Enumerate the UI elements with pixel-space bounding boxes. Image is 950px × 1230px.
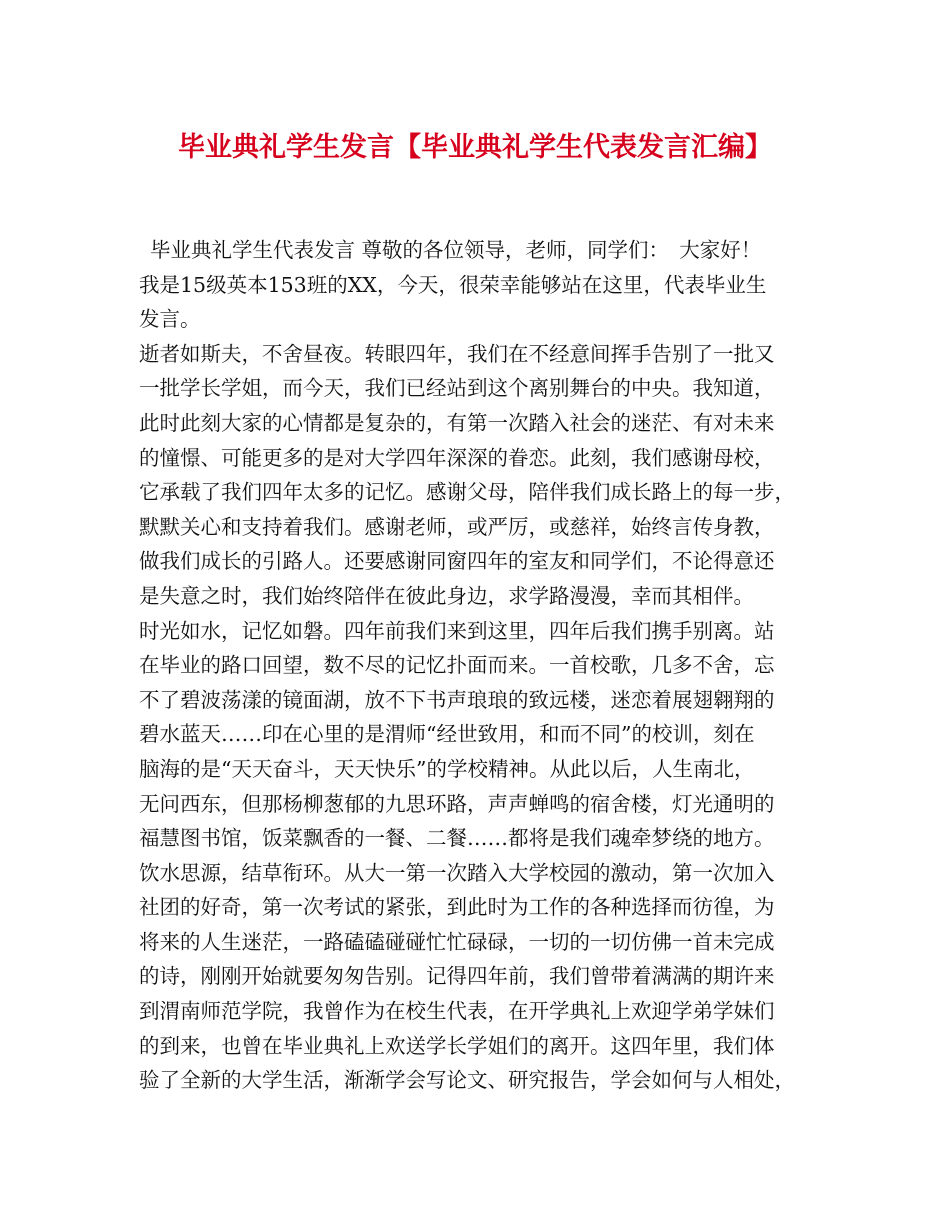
text-line: 在毕业的路口回望，数不尽的记忆扑面而来。一首校歌，几多不舍，忘: [139, 653, 775, 678]
text-line: 福慧图书馆，饭菜飘香的一餐、二餐……都将是我们魂牵梦绕的地方。: [139, 826, 775, 851]
text-line: 毕业典礼学生代表发言 尊敬的各位领导，老师，同学们： 大家好！: [150, 238, 762, 262]
text-line: 此时此刻大家的心情都是复杂的，有第一次踏入社会的迷茫、有对未来: [139, 410, 775, 435]
text-line: 的诗，刚刚开始就要匆匆告别。记得四年前，我们曾带着满满的期许来: [139, 964, 775, 989]
text-line: 的到来，也曾在毕业典礼上欢送学长学姐们的离开。这四年里，我们体: [139, 1033, 775, 1058]
text-line: 社团的好奇，第一次考试的紧张，到此时为工作的各种选择而彷徨，为: [139, 895, 775, 920]
text-line: 到渭南师范学院，我曾作为在校生代表，在开学典礼上欢迎学弟学妹们: [139, 999, 775, 1024]
text-line: 一批学长学姐，而今天，我们已经站到这个离别舞台的中央。我知道，: [139, 376, 775, 401]
text-line: 不了碧波荡漾的镜面湖，放不下书声琅琅的致远楼，迷恋着展翅翱翔的: [139, 687, 775, 712]
text-line: 饮水思源，结草衔环。从大一第一次踏入大学校园的激动，第一次加入: [139, 860, 775, 885]
document-title: 毕业典礼学生发言【毕业典礼学生代表发言汇编】: [178, 132, 772, 163]
text-line: 的憧憬、可能更多的是对大学四年深深的眷恋。此刻，我们感谢母校，: [139, 445, 775, 470]
text-line: 做我们成长的引路人。还要感谢同窗四年的室友和同学们，不论得意还: [139, 549, 775, 574]
text-line: 时光如水，记忆如磐。四年前我们来到这里，四年后我们携手别离。站: [139, 618, 775, 643]
document-body: [139, 233, 819, 1098]
text-line: 验了全新的大学生活，渐渐学会写论文、研究报告，学会如何与人相处，: [139, 1068, 795, 1093]
text-line: 碧水蓝天……印在心里的是渭师“经世致用，和而不同”的校训，刻在: [139, 722, 755, 747]
text-line: 无问西东，但那杨柳葱郁的九思环路，声声蝉鸣的宿舍楼，灯光通明的: [139, 791, 775, 816]
text-line: 发言。: [139, 307, 201, 332]
text-line: 逝者如斯夫，不舍昼夜。转眼四年，我们在不经意间挥手告别了一批又: [139, 341, 775, 366]
text-line: 脑海的是“天天奋斗，天天快乐”的学校精神。从此以后，人生南北，: [139, 756, 755, 781]
text-line: 我是15级英本153班的XX，今天，很荣幸能够站在这里，代表毕业生: [139, 272, 767, 297]
text-line: 它承载了我们四年太多的记忆。感谢父母，陪伴我们成长路上的每一步，: [139, 480, 795, 505]
text-line: 将来的人生迷茫，一路磕磕碰碰忙忙碌碌，一切的一切仿佛一首未完成: [139, 929, 775, 954]
text-line: 是失意之时，我们始终陪伴在彼此身边，求学路漫漫，幸而其相伴。: [139, 583, 754, 608]
text-line: 默默关心和支持着我们。感谢老师，或严厉，或慈祥，始终言传身教，: [139, 514, 775, 539]
